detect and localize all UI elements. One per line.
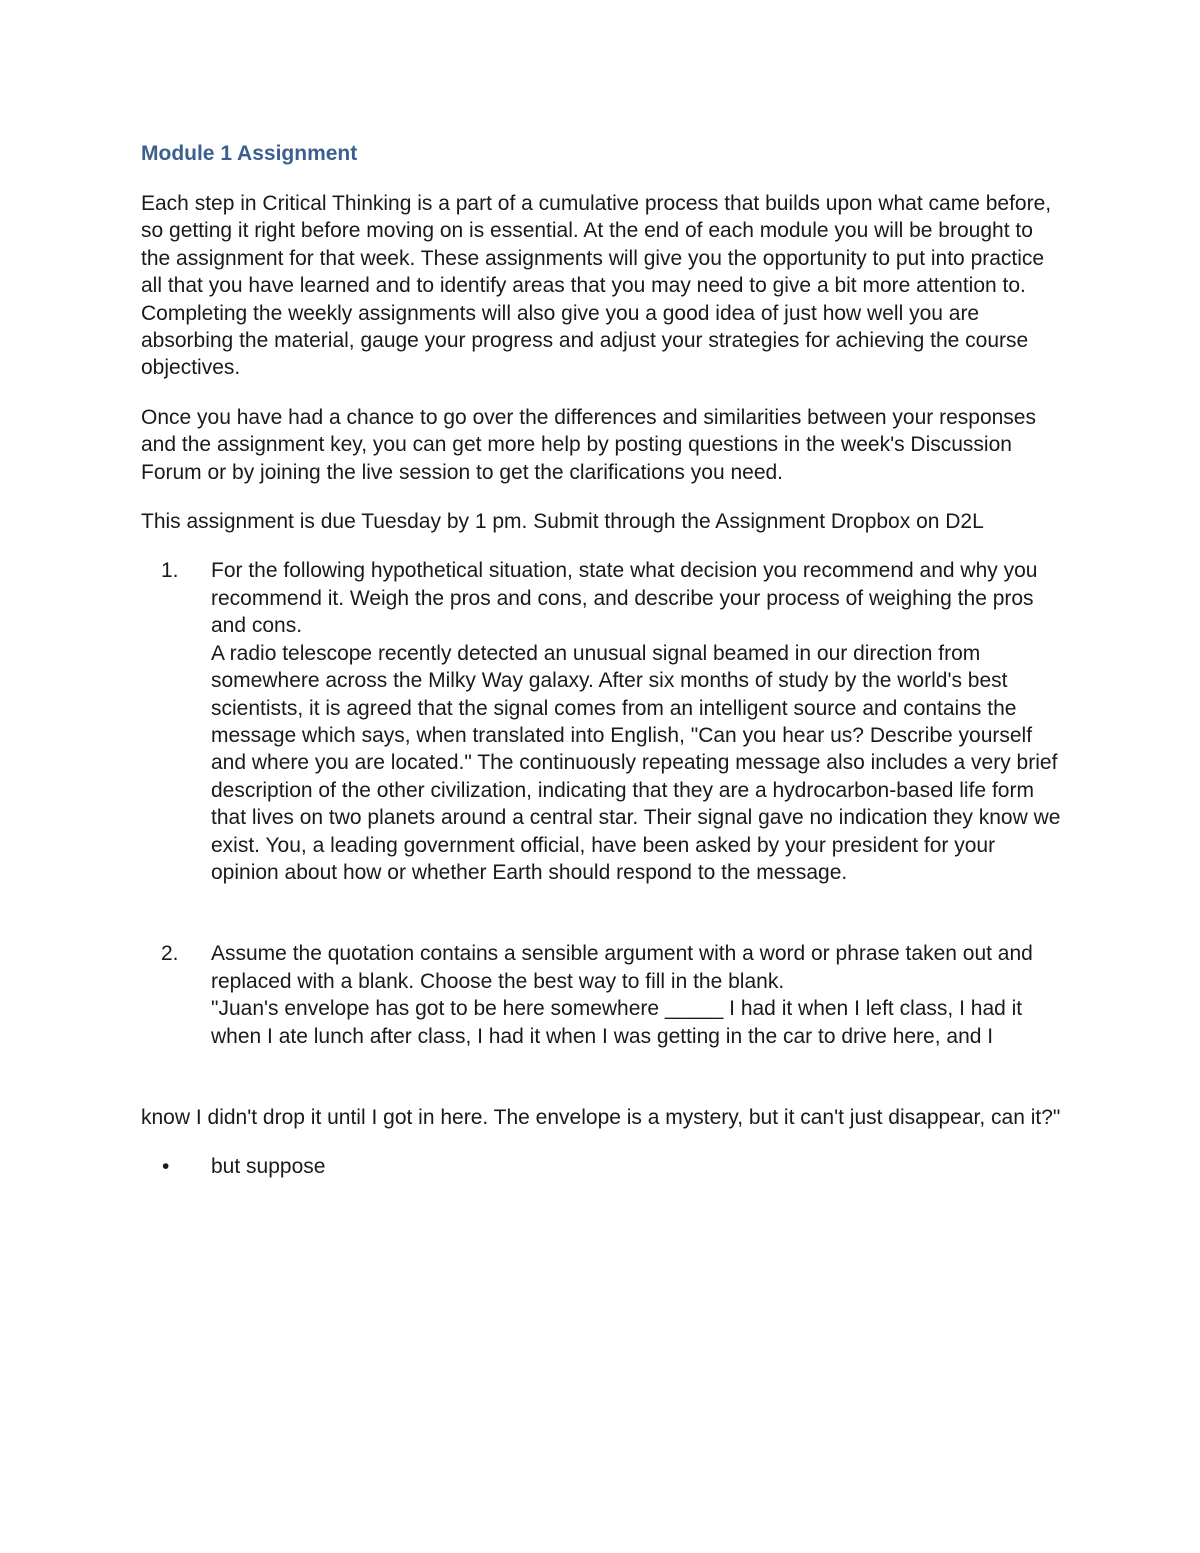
intro-paragraph: Each step in Critical Thinking is a part of a cumulative process that builds upon what came before, so getting it right before moving on is essential. At the end of each module you will be brought to the assignment for that week. These assignments will give you the opportunity to put into practice all that you have learned and to identify areas that you may need to give a bit more attention to. Completing the weekly assignments will also give you a good idea of just how well you are absorbing the material, gauge your progress and adjust your strategies for achieving the course objectives.: [141, 192, 1052, 380]
question-number: 2.: [161, 942, 179, 966]
quotation-continuation: know I didn't drop it until I got in here. The envelope is a mystery, but it can't just disappear, can it?": [141, 1105, 1061, 1129]
due-date-paragraph: This assignment is due Tuesday by 1 pm. Submit through the Assignment Dropbox on D2L: [141, 510, 984, 534]
question-number: 1.: [161, 559, 179, 583]
question-list: [141, 557, 1066, 1050]
bullet-icon: •: [162, 1155, 170, 1179]
document-page: [141, 140, 1066, 1181]
answer-option-text: but suppose: [211, 1155, 326, 1179]
question-prompt: For the following hypothetical situation, state what decision you recommend and why you recommend it. Weigh the pros and cons, and describe your process of weighing the pros and cons.: [211, 559, 1038, 638]
question-quotation: "Juan's envelope has got to be here somewhere _____ I had it when I left class, I had it when I ate lunch after class, I had it when I was getting in the car to drive here, and I: [211, 997, 1023, 1048]
question-scenario: A radio telescope recently detected an unusual signal beamed in our direction from somewhere across the Milky Way galaxy. After six months of study by the world's best scientists, it is agreed that the signal comes from an intelligent source and contains the message which says, when translated into English, "Can you hear us? Describe yourself and where you are located." The continuously repeating message also includes a very brief description of the other civilization, indicating that they are a hydrocarbon-based life form that lives on two planets around a central star. Their signal gave no indication they know we exist. You, a leading government official, have been asked by your president for your opinion about how or whether Earth should respond to the message.: [211, 641, 1061, 884]
page-title: Module 1 Assignment: [141, 142, 358, 165]
question-prompt: Assume the quotation contains a sensible argument with a word or phrase taken out and replaced with a blank. Choose the best way to fill in the blank.: [211, 942, 1033, 993]
question-item-2: [141, 940, 1066, 1050]
question-item-1: [141, 557, 1066, 886]
answer-option: [141, 1153, 1066, 1180]
help-paragraph: Once you have had a chance to go over the differences and similarities between your responses and the assignment key, you can get more help by posting questions in the week's Discussion Forum or by joining the live session to get the clarifications you need.: [141, 405, 1036, 484]
